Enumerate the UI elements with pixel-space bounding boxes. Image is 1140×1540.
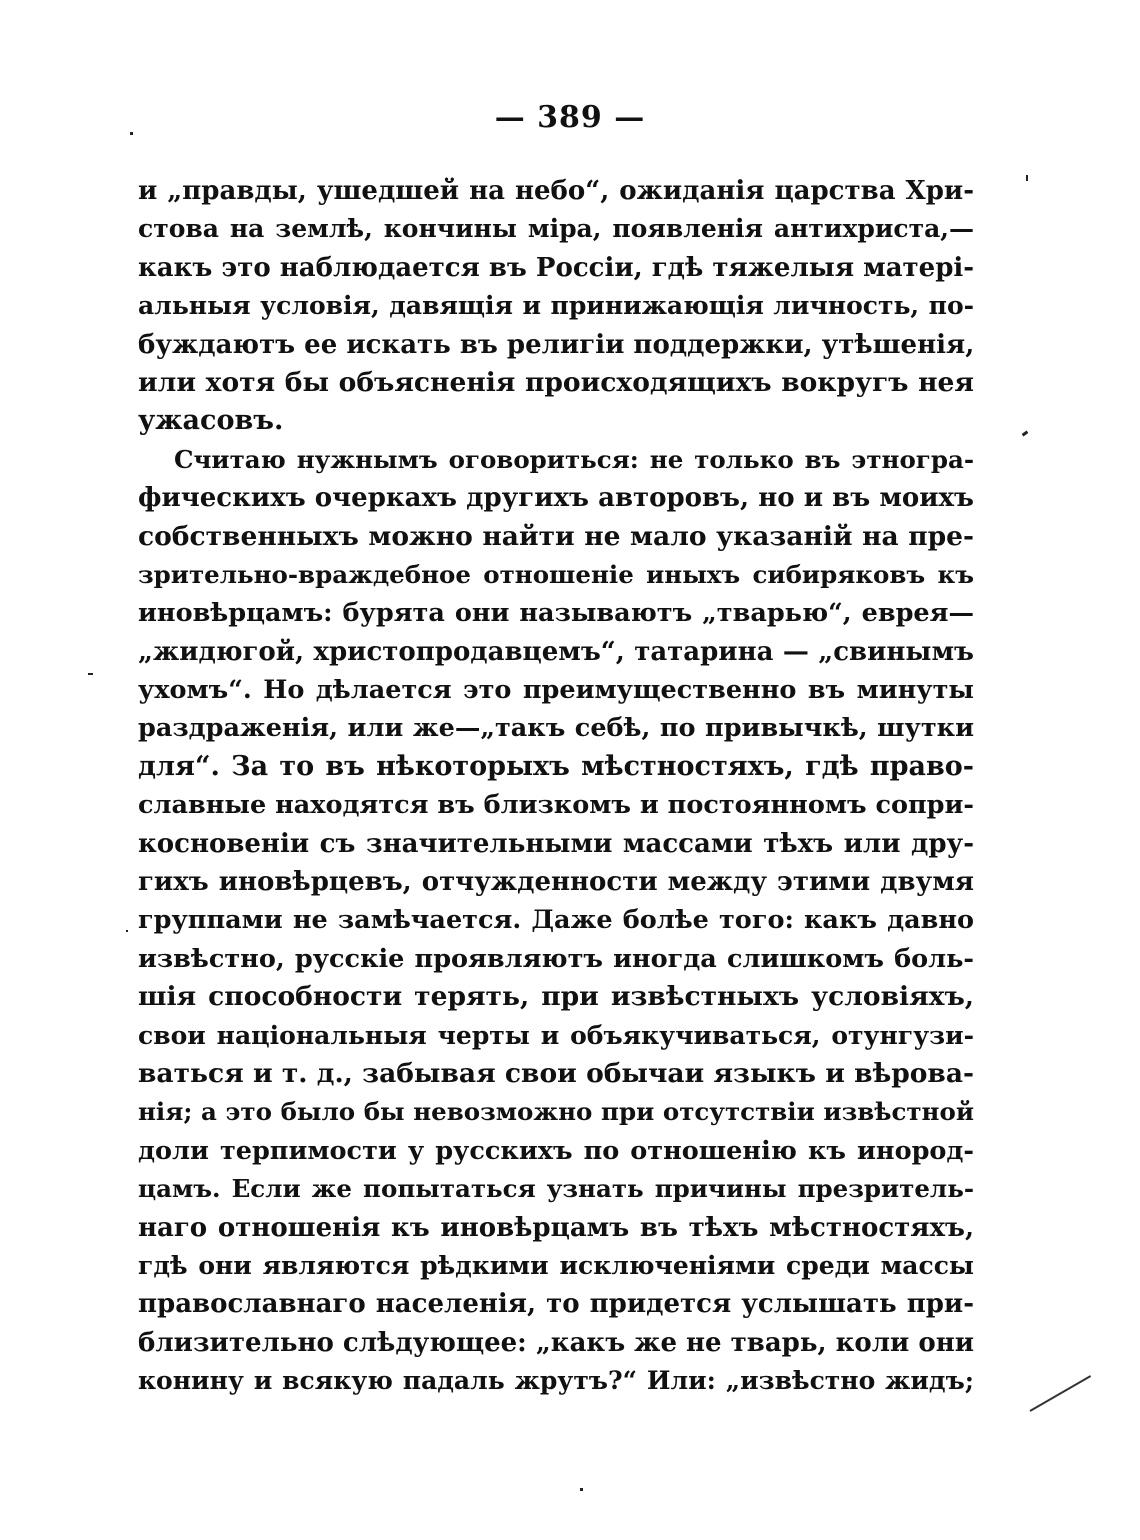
text-line: гихъ иновѣрцевъ, отчужденности между этими двумя xyxy=(138,867,974,898)
text-line: доли терпимости у русскихъ по отношенію къ инород- xyxy=(138,1135,974,1166)
text-line: извѣстно, русскіе проявляютъ иногда слишкомъ боль- xyxy=(138,943,974,974)
text-line: конину и всякую падаль жрутъ?“ Или: „извѣстно жидъ; xyxy=(138,1366,974,1396)
text-line: ужасовъ. xyxy=(138,405,284,437)
text-line: или хотя бы объясненія происходящихъ вокругъ нея xyxy=(138,366,974,398)
text-line: иновѣрцамъ: бурята они называютъ „тварью“, еврея— xyxy=(138,598,974,629)
text-line: гдѣ они являются рѣдкими исключеніями среди массы xyxy=(138,1250,974,1280)
text-line: нія; а это было бы невозможно при отсутствіи извѣстной xyxy=(138,1097,974,1127)
text-line: альныя условія, давящія и принижающія личность, по- xyxy=(138,291,974,321)
text-line: славные находятся въ близкомъ и постоянномъ сопри- xyxy=(138,790,974,821)
text-line: буждаютъ ее искать въ религіи поддержки, утѣшенія, xyxy=(138,329,974,360)
scan-speck xyxy=(580,1488,583,1491)
page-number: — 389 — xyxy=(494,100,646,135)
text-line: группами не замѣчается. Даже болѣе того: какъ давно xyxy=(138,905,974,936)
text-line: „жидюгой, христопродавцемъ“, татарина — „свинымъ xyxy=(138,636,974,667)
text-line: стова на землѣ, кончины міра, появленія антихриста,— xyxy=(138,214,974,244)
pen-stroke xyxy=(1030,1375,1092,1412)
text-line: близительно слѣдующее: „какъ же не тварь, коли они xyxy=(138,1327,974,1358)
text-line: цамъ. Если же попытаться узнать причины презритель- xyxy=(138,1174,974,1204)
text-line: раздраженія, или же—„такъ себѣ, по привычкѣ, шутки xyxy=(138,713,974,744)
scan-speck xyxy=(126,930,128,932)
scan-speck xyxy=(88,673,93,675)
text-line: фическихъ очеркахъ другихъ авторовъ, но и въ моихъ xyxy=(138,483,974,514)
text-line: какъ это наблюдается въ Россіи, гдѣ тяжелыя матері- xyxy=(138,252,974,283)
text-line: шія способности терять, при извѣстныхъ условіяхъ, xyxy=(138,981,974,1013)
scan-speck xyxy=(1026,175,1028,181)
text-line: ухомъ“. Но дѣлается это преимущественно въ минуты xyxy=(138,675,974,706)
text-line: ваться и т. д., забывая свои обычаи языкъ и вѣрова- xyxy=(138,1057,974,1089)
text-line: собственныхъ можно найти не мало указаній на пре- xyxy=(138,520,974,552)
scan-speck xyxy=(1022,431,1029,437)
text-line: православнаго населенія, то придется услышать при- xyxy=(138,1289,974,1320)
text-line: и „правды, ушедшей на небо“, ожиданія царства Хри- xyxy=(138,176,974,206)
text-line: косновеніи съ значительными массами тѣхъ или дру- xyxy=(138,828,974,859)
text-line: для“. За то въ нѣкоторыхъ мѣстностяхъ, гдѣ право- xyxy=(138,750,974,782)
scan-speck xyxy=(130,132,133,135)
text-line: зрительно-враждебное отношеніе иныхъ сибиряковъ къ xyxy=(138,559,974,589)
text-line: свои національныя черты и объякучиваться, отунгузи- xyxy=(138,1020,974,1050)
text-line: наго отношенія къ иновѣрцамъ въ тѣхъ мѣстностяхъ, xyxy=(138,1212,974,1243)
text-line: Считаю нужнымъ оговориться: не только въ этногра- xyxy=(174,444,974,474)
body-text xyxy=(138,172,974,1401)
